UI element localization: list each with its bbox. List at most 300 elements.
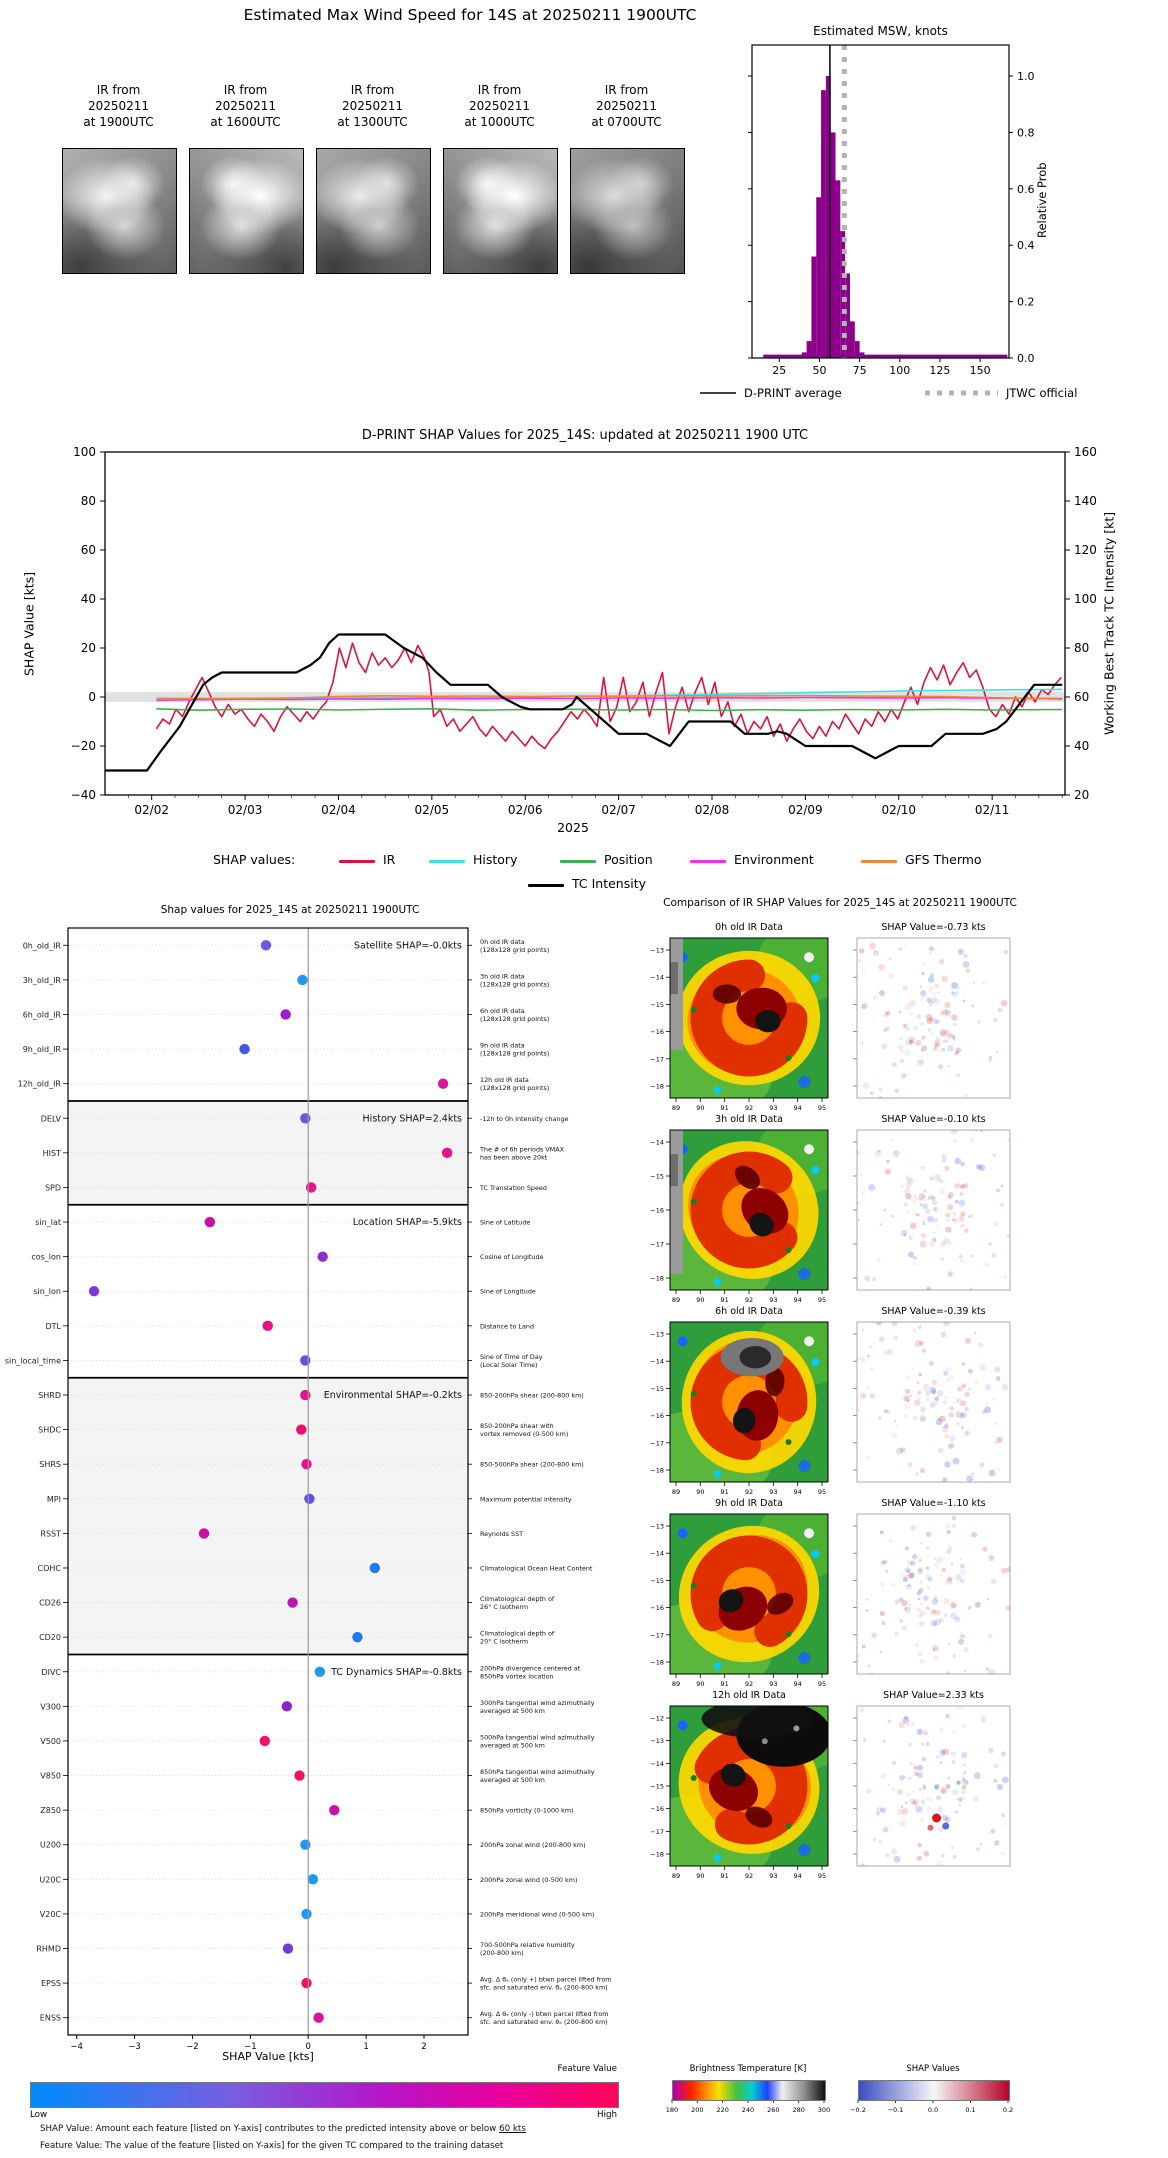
ir-map-lat-tick: −18 — [650, 1082, 664, 1091]
feature-description: Sine of Latitude — [480, 1218, 531, 1227]
ir-thumbnail-caption-line: IR from — [477, 83, 522, 97]
ir-map-lon-tick: 92 — [744, 1680, 754, 1688]
histogram-bar — [807, 341, 812, 358]
histogram-bar — [855, 341, 860, 358]
ir-map-lat-tick: −16 — [650, 1412, 664, 1421]
feature-description: 12h old IR data — [480, 1076, 529, 1085]
histogram-xtick: 125 — [929, 364, 951, 377]
colorbar-low-label: Low — [30, 2110, 48, 2120]
timeseries-ytick-right: 80 — [1074, 641, 1090, 655]
histogram-ytick: 0.8 — [1017, 126, 1035, 140]
timeseries-xtick: 02/05 — [414, 803, 450, 817]
ir-map-lon-tick: 90 — [696, 1872, 705, 1880]
shap-dot-CD20 — [352, 1632, 362, 1642]
timeseries-ytick-left: 60 — [80, 543, 96, 557]
timeseries-ytick-right: 100 — [1074, 592, 1097, 606]
feature-description: 850hPa tangential wind azimuthally — [480, 1768, 595, 1777]
feature-name: V500 — [40, 1736, 61, 1746]
ir-map-lat-tick: −15 — [650, 1000, 664, 1009]
ir-map-lon-tick: 93 — [769, 1104, 778, 1112]
timeseries-ytick-left: 40 — [80, 592, 96, 606]
timeseries-xtick: 02/10 — [881, 803, 917, 817]
feature-name: CD26 — [39, 1598, 61, 1608]
histogram-bar — [802, 352, 807, 358]
histogram-plot — [700, 45, 1077, 400]
feature-description: has been above 20kt — [480, 1153, 548, 1162]
shap-colorbar-tick: 0.1 — [965, 2106, 976, 2114]
ir-thumbnail-caption-line: at 1600UTC — [210, 115, 281, 129]
timeseries-ytick-left: 20 — [80, 641, 96, 655]
bt-colorbar-tick: 220 — [716, 2106, 729, 2114]
ir-map-lon-tick: 94 — [793, 1872, 802, 1880]
colorbar-high-label: High — [597, 2110, 617, 2120]
feature-description: Sine of Time of Day — [480, 1352, 543, 1361]
ir-thumbnail-caption-line: at 0700UTC — [591, 115, 662, 129]
timeseries-xtick: 02/09 — [788, 803, 823, 817]
dotplot-xlabel: SHAP Value [kts] — [222, 2050, 314, 2063]
ir-thumbnail-caption — [182, 82, 309, 130]
timeseries-ytick-right: 40 — [1074, 739, 1090, 753]
feature-name: ENSS — [39, 2013, 61, 2023]
ir-thumbnail-caption — [55, 82, 182, 130]
dotplot-xtick: −2 — [186, 2042, 199, 2052]
shap-dot-COHC — [370, 1563, 380, 1573]
shap-map-title: SHAP Value=-0.39 kts — [881, 1306, 986, 1317]
feature-name: V20C — [39, 1909, 61, 1919]
feature-name: SHDC — [38, 1425, 61, 1435]
shap-dot-DTL — [263, 1321, 273, 1331]
dotplot-xtick: 1 — [363, 2042, 369, 2052]
histogram-bar — [816, 197, 821, 358]
feature-name: DIVC — [41, 1667, 61, 1677]
feature-name: U20C — [39, 1875, 61, 1885]
shap-colorbar-tick: −0.1 — [887, 2106, 904, 2114]
ir-map-lon-tick: 91 — [720, 1680, 729, 1688]
ir-map-lat-tick: −17 — [650, 1631, 664, 1640]
feature-description: 850-200hPa shear (200-800 km) — [480, 1391, 584, 1400]
feature-name: 9h_old_IR — [22, 1045, 61, 1055]
legend-label-history: History — [473, 852, 518, 867]
shap-colorbar-tick: 0.0 — [927, 2106, 939, 2114]
feature-name: HIST — [42, 1148, 61, 1158]
feature-name: V850 — [40, 1771, 61, 1781]
histogram-bar — [860, 352, 865, 358]
feature-name: 6h_old_IR — [22, 1010, 61, 1020]
feature-description: Maximum potential intensity — [480, 1495, 572, 1504]
histogram-bar — [850, 321, 855, 358]
ir-map-title: 9h old IR Data — [715, 1498, 783, 1509]
feature-name: RHMD — [36, 1944, 61, 1954]
legend-swatch-environment — [690, 860, 726, 863]
shap-dot-SPD — [306, 1182, 316, 1192]
feature-name: V300 — [40, 1702, 61, 1712]
feature-name: MPI — [46, 1494, 61, 1504]
ir-map-lat-tick: −14 — [650, 1357, 664, 1366]
bt-colorbar-tick: 240 — [741, 2106, 755, 2114]
ir-map-lon-tick: 89 — [671, 1872, 681, 1880]
feature-name: EPSS — [40, 1979, 61, 1989]
footnote2-label: Feature Value: — [40, 2141, 103, 2151]
legend-label-position: Position — [604, 852, 653, 867]
feature-description: Reynolds SST — [480, 1529, 524, 1538]
comparison-title: Comparison of IR SHAP Values for 2025_14S at 20250211 1900UTC — [663, 897, 1017, 909]
histogram-xtick: 50 — [812, 364, 827, 377]
ir-map-lon-tick: 93 — [769, 1488, 778, 1496]
feature-description: (128x128 grid points) — [480, 980, 550, 989]
dotplot-xtick: 0 — [305, 2042, 311, 2052]
feature-name: sin_local_time — [4, 1356, 61, 1366]
ir-thumbnail-caption-line: 20250211 — [87, 99, 150, 113]
feature-name: RSST — [40, 1529, 61, 1539]
legend-swatch-position — [560, 860, 596, 863]
ir-map-lon-tick: 89 — [671, 1104, 681, 1112]
feature-name: SPD — [44, 1183, 61, 1193]
shap-dot-RSST — [199, 1528, 209, 1538]
ir-map-lat-tick: −15 — [650, 1384, 664, 1393]
feature-name: Z850 — [40, 1806, 61, 1816]
ir-map-title: 6h old IR Data — [715, 1306, 783, 1317]
shap-dot-0h_old_IR — [261, 940, 271, 950]
ir-map-lon-tick: 92 — [744, 1872, 754, 1880]
timeseries-ytick-right: 140 — [1074, 494, 1097, 508]
feature-description: 850hPa vorticity (0-1000 km) — [480, 1806, 574, 1815]
ir-thumbnail-caption-line: IR from — [96, 83, 141, 97]
feature-description: Sine of Longitude — [480, 1287, 536, 1296]
shap-colorbar-label: SHAP Values — [906, 2064, 960, 2074]
histogram-ytick: 0.4 — [1017, 239, 1035, 253]
feature-description: The # of 6h periods VMAX — [480, 1145, 564, 1154]
page-title: Estimated Max Wind Speed for 14S at 20250211 1900UTC — [243, 6, 697, 24]
histogram-ytick: 0.6 — [1017, 182, 1035, 196]
ir-map-lat-tick: −18 — [650, 1850, 664, 1859]
shap-colorbar-tick: 0.2 — [1002, 2106, 1014, 2114]
legend-swatch-history — [429, 860, 465, 863]
shap-dot-EPSS — [301, 1978, 311, 1988]
shap-dot-9h_old_IR — [239, 1044, 249, 1054]
bt-colorbar-tick: 200 — [691, 2106, 704, 2114]
ir-thumbnail-caption-line: IR from — [604, 83, 649, 97]
feature-description: 300hPa tangential wind azimuthally — [480, 1698, 595, 1707]
feature-name: cos_lon — [31, 1252, 61, 1262]
ir-map-lon-tick: 93 — [769, 1872, 778, 1880]
legend-label-tc-intensity: TC Intensity — [572, 876, 647, 891]
shap-map-title: SHAP Value=2.33 kts — [883, 1690, 984, 1701]
feature-description: (Local Solar Time) — [480, 1360, 538, 1369]
feature-name: DTL — [45, 1321, 61, 1331]
ir-map-lon-tick: 90 — [696, 1296, 705, 1304]
shap-dot-SHRD — [300, 1390, 310, 1400]
timeseries-ytick-right: 20 — [1074, 788, 1090, 802]
shap-dot-cos_lon — [318, 1251, 328, 1261]
feature-name: U200 — [39, 1840, 61, 1850]
ir-map-lat-tick: −18 — [650, 1274, 664, 1283]
feature-description: averaged at 500 km — [480, 1741, 545, 1750]
feature-name: CD20 — [39, 1633, 61, 1643]
shap-dot-V300 — [282, 1701, 292, 1711]
ir-map-lon-tick: 91 — [720, 1104, 729, 1112]
timeseries-ylabel-left: SHAP Value [kts] — [21, 571, 37, 676]
timeseries-ytick-left: −40 — [70, 788, 96, 802]
feature-name: sin_lon — [33, 1287, 61, 1297]
ir-map-lon-tick: 94 — [793, 1680, 802, 1688]
feature-description: 20° C isotherm — [480, 1637, 529, 1646]
feature-description: averaged at 500 km — [480, 1776, 545, 1785]
ir-map-lat-tick: −14 — [650, 973, 664, 982]
feature-description: 200hPa zonal wind (0-500 km) — [480, 1875, 578, 1884]
feature-description: 9h old IR data — [480, 1041, 525, 1050]
ir-map-lat-tick: −13 — [650, 1522, 664, 1531]
ir-map-lon-tick: 91 — [720, 1872, 729, 1880]
histogram-ytick: 0.0 — [1017, 352, 1035, 365]
section-header: Location SHAP=-5.9kts — [352, 1217, 462, 1229]
shap-colorbar — [858, 2080, 1010, 2101]
ir-map-lon-tick: 93 — [769, 1680, 778, 1688]
legend-label-gfs-thermo: GFS Thermo — [905, 852, 982, 867]
ir-map-lat-tick: −15 — [650, 1172, 664, 1181]
feature-description: 850-200hPa shear with — [480, 1422, 554, 1431]
footnote1-text: Amount each feature [listed on Y-axis] contributes to the predicted intensity above or below — [92, 2124, 500, 2134]
feature-name: DELV — [40, 1114, 61, 1124]
shap-map-title: SHAP Value=-1.10 kts — [881, 1498, 986, 1509]
ir-thumbnail-caption-line: 20250211 — [341, 99, 404, 113]
feature-description: averaged at 500 km — [480, 1706, 545, 1715]
footnote-feature-value — [40, 2141, 503, 2151]
ir-map-lon-tick: 93 — [769, 1296, 778, 1304]
feature-description: (128x128 grid points) — [480, 1084, 550, 1093]
shap-dot-SHRS — [301, 1459, 311, 1469]
legend-swatch-tc-intensity — [528, 884, 564, 887]
timeseries-ytick-left: −20 — [70, 739, 96, 753]
legend-label-ir: IR — [383, 852, 396, 867]
shap-dot-RHMD — [283, 1943, 293, 1953]
timeseries-xtick: 02/06 — [507, 803, 543, 817]
ir-map-title: 3h old IR Data — [715, 1114, 783, 1125]
feature-name: SHRS — [39, 1460, 61, 1470]
legend-label-environment: Environment — [734, 852, 814, 867]
ir-map-title: 0h old IR Data — [715, 922, 783, 933]
footnote1-label: SHAP Value: — [40, 2124, 93, 2134]
histogram-bar — [836, 180, 841, 358]
ir-thumbnail-image — [189, 148, 304, 274]
shap-dot-DELV — [300, 1113, 310, 1123]
histogram-xtick: 100 — [889, 364, 911, 377]
ir-thumbnail-caption — [436, 82, 563, 130]
ir-map-lon-tick: 92 — [744, 1104, 754, 1112]
feature-description: 850hPa vortex location — [480, 1672, 554, 1681]
feature-description: 0h old IR data — [480, 937, 525, 946]
footnote-shap-value — [40, 2124, 526, 2134]
feature-description: 500hPa tangential wind azimuthally — [480, 1733, 595, 1742]
feature-description: TC Translation Speed — [480, 1183, 547, 1192]
footnote2-text: The value of the feature [listed on Y-axis] for the given TC compared to the training dataset — [102, 2141, 504, 2151]
ir-map-lat-tick: −13 — [650, 1330, 664, 1339]
ir-map-lon-tick: 95 — [817, 1104, 827, 1112]
ir-map-lon-tick: 89 — [671, 1296, 681, 1304]
histogram-xtick: 150 — [969, 364, 991, 377]
ir-map-lat-tick: −14 — [650, 1138, 664, 1147]
ir-map-lon-tick: 95 — [817, 1872, 827, 1880]
feature-description: 200hPa meridional wind (0-500 km) — [480, 1910, 595, 1919]
ir-thumbnail-caption-line: IR from — [350, 83, 395, 97]
feature-value-colorbar — [30, 2082, 619, 2108]
ir-map-lat-tick: −16 — [650, 1206, 664, 1215]
timeseries-ytick-left: 80 — [80, 494, 96, 508]
ir-map-lon-tick: 91 — [720, 1296, 729, 1304]
bt-colorbar-tick: 300 — [817, 2106, 831, 2114]
feature-description: Avg. Δ θₑ (only +) btwn parcel lifted from — [480, 1975, 612, 1984]
ir-map-title: 12h old IR Data — [712, 1690, 786, 1701]
feature-description: Distance to Land — [480, 1322, 535, 1331]
timeseries-xtick: 02/11 — [974, 803, 1010, 817]
shap-map-title: SHAP Value=-0.10 kts — [881, 1114, 986, 1125]
ir-map-lon-tick: 90 — [696, 1680, 705, 1688]
shap-dot-3h_old_IR — [297, 975, 307, 985]
histogram-title: Estimated MSW, knots — [813, 24, 948, 38]
ir-map-lon-tick: 90 — [696, 1488, 705, 1496]
timeseries-xtick: 02/08 — [694, 803, 730, 817]
shap-dot-HIST — [442, 1148, 452, 1158]
dotplot-xtick: −3 — [128, 2042, 141, 2052]
dotplot-xtick: −4 — [70, 2042, 83, 2052]
dotplot-title: Shap values for 2025_14S at 20250211 1900UTC — [160, 904, 420, 916]
ir-thumbnail-caption-line: 20250211 — [595, 99, 658, 113]
ir-map-lon-tick: 95 — [817, 1680, 827, 1688]
feature-description: vortex removed (0-500 km) — [480, 1430, 569, 1439]
ir-map-lon-tick: 95 — [817, 1296, 827, 1304]
shap-dot-12h_old_IR — [438, 1078, 448, 1088]
timeseries-ytick-left: 0 — [88, 690, 96, 704]
timeseries-ylabel-right: Working Best Track TC Intensity [kt] — [1101, 511, 1117, 736]
feature-value-colorbar-label: Feature Value — [557, 2064, 617, 2074]
shap-dot-DIVC — [315, 1667, 325, 1677]
ir-map-lat-tick: −14 — [650, 1549, 664, 1558]
ir-map-lon-tick: 89 — [671, 1680, 681, 1688]
feature-description: Avg. Δ θₑ (only -) btwn parcel lifted from — [480, 2010, 609, 2019]
shap-dotplot — [5, 928, 612, 2052]
shap-dot-V850 — [294, 1770, 304, 1780]
shap-dot-U200 — [300, 1840, 310, 1850]
section-header: Environmental SHAP=-0.2kts — [323, 1390, 462, 1402]
feature-name: sin_lat — [35, 1218, 61, 1228]
ir-map-lat-tick: −16 — [650, 1028, 664, 1037]
ir-thumbnail-caption-line: at 1300UTC — [337, 115, 408, 129]
timeseries-plot — [71, 445, 1097, 817]
shap-map-title: SHAP Value=-0.73 kts — [881, 922, 986, 933]
series-position — [156, 709, 1062, 711]
ir-map-lat-tick: −12 — [650, 1714, 664, 1723]
feature-description: 200hPa divergence centered at — [480, 1664, 581, 1673]
ir-map-lat-tick: −17 — [650, 1240, 664, 1249]
feature-description: (200-800 km) — [480, 1949, 524, 1958]
ir-map-lat-tick: −13 — [650, 946, 664, 955]
feature-description: (128x128 grid points) — [480, 1049, 550, 1058]
timeseries-xlabel: 2025 — [557, 820, 589, 835]
ir-map-lat-tick: −16 — [650, 1805, 664, 1814]
ir-map-lon-tick: 90 — [696, 1104, 705, 1112]
ir-map-lat-tick: −17 — [650, 1439, 664, 1448]
legend-label-jtwc: JTWC official — [1006, 386, 1078, 400]
ir-map-lon-tick: 89 — [671, 1488, 681, 1496]
ir-map-lat-tick: −17 — [650, 1827, 664, 1836]
ir-map-lat-tick: −15 — [650, 1576, 664, 1585]
timeseries-legend-label: SHAP values: — [213, 852, 296, 867]
ir-map-lat-tick: −17 — [650, 1055, 664, 1064]
feature-description: 200hPa zonal wind (200-800 km) — [480, 1841, 586, 1850]
feature-description: (128x128 grid points) — [480, 945, 550, 954]
feature-description: Climatological depth of — [480, 1595, 555, 1604]
timeseries-xtick: 02/04 — [321, 803, 356, 817]
histogram-xtick: 25 — [772, 364, 787, 377]
ir-thumbnail-caption-line: 20250211 — [468, 99, 531, 113]
shap-dot-sin_lon — [89, 1286, 99, 1296]
shap-dot-sin_local_time — [300, 1355, 310, 1365]
ir-map-lon-tick: 94 — [793, 1104, 802, 1112]
dotplot-xtick: 2 — [421, 2042, 427, 2052]
ir-map-lat-tick: −14 — [650, 1759, 664, 1768]
dotplot-xtick: −1 — [244, 2042, 257, 2052]
timeseries-ytick-right: 120 — [1074, 543, 1097, 557]
bt-colorbar-tick: 280 — [792, 2106, 805, 2114]
feature-description: 3h old IR data — [480, 972, 525, 981]
ir-shap-comparison — [631, 922, 1014, 2114]
ir-thumbnail-image — [570, 148, 685, 274]
feature-description: 6h old IR data — [480, 1006, 525, 1015]
ir-thumbnail-caption — [309, 82, 436, 130]
bt-colorbar-tick: 260 — [767, 2106, 780, 2114]
ir-map-lon-tick: 92 — [744, 1488, 754, 1496]
shap-dot-sin_lat — [205, 1217, 215, 1227]
ir-thumbnail-caption — [563, 82, 690, 130]
feature-description: 26° C isotherm — [480, 1603, 529, 1612]
feature-name: SHRD — [38, 1391, 61, 1401]
shap-dot-Z850 — [329, 1805, 339, 1815]
histogram-bar — [821, 90, 826, 358]
feature-name: 12h_old_IR — [17, 1079, 61, 1089]
feature-description: -12h to 0h Intensity change — [480, 1114, 569, 1123]
feature-name: 0h_old_IR — [22, 941, 61, 951]
feature-description: 850-500hPa shear (200-800 km) — [480, 1460, 584, 1469]
shap-dot-V20C — [301, 1909, 311, 1919]
feature-description: 700-500hPa relative humidity — [480, 1941, 575, 1950]
feature-name: 3h_old_IR — [22, 975, 61, 985]
feature-description: Climatological depth of — [480, 1629, 555, 1638]
ir-thumbnail-image — [443, 148, 558, 274]
shap-dot-MPI — [304, 1494, 314, 1504]
ir-map-lon-tick: 91 — [720, 1488, 729, 1496]
shap-colorbar-tick: −0.2 — [850, 2106, 866, 2114]
feature-description: (128x128 grid points) — [480, 1014, 550, 1023]
ir-map-lat-tick: −18 — [650, 1466, 664, 1475]
timeseries-ytick-left: 100 — [73, 445, 96, 459]
legend-swatch-ir — [339, 860, 375, 863]
timeseries-xtick: 02/07 — [601, 803, 636, 817]
shap-dot-6h_old_IR — [280, 1009, 290, 1019]
ir-map-lat-tick: −13 — [650, 1737, 664, 1746]
ir-thumbnail-caption-line: 20250211 — [214, 99, 277, 113]
histogram-bar — [811, 256, 816, 358]
feature-description: sfc. and saturated env. θₑ (200-800 km) — [480, 2018, 608, 2027]
histogram-ylabel: Relative Prob — [1035, 162, 1049, 238]
timeseries-ytick-right: 160 — [1074, 445, 1097, 459]
histogram-xtick: 75 — [852, 364, 867, 377]
ir-map-lon-tick: 94 — [793, 1296, 802, 1304]
ir-map-lon-tick: 92 — [744, 1296, 754, 1304]
ir-thumbnail-caption-line: at 1900UTC — [83, 115, 154, 129]
histogram-ytick: 0.2 — [1017, 295, 1035, 309]
ir-map-lon-tick: 95 — [817, 1488, 827, 1496]
ir-map-lat-tick: −18 — [650, 1658, 664, 1667]
section-header: TC Dynamics SHAP=-0.8kts — [331, 1666, 462, 1678]
